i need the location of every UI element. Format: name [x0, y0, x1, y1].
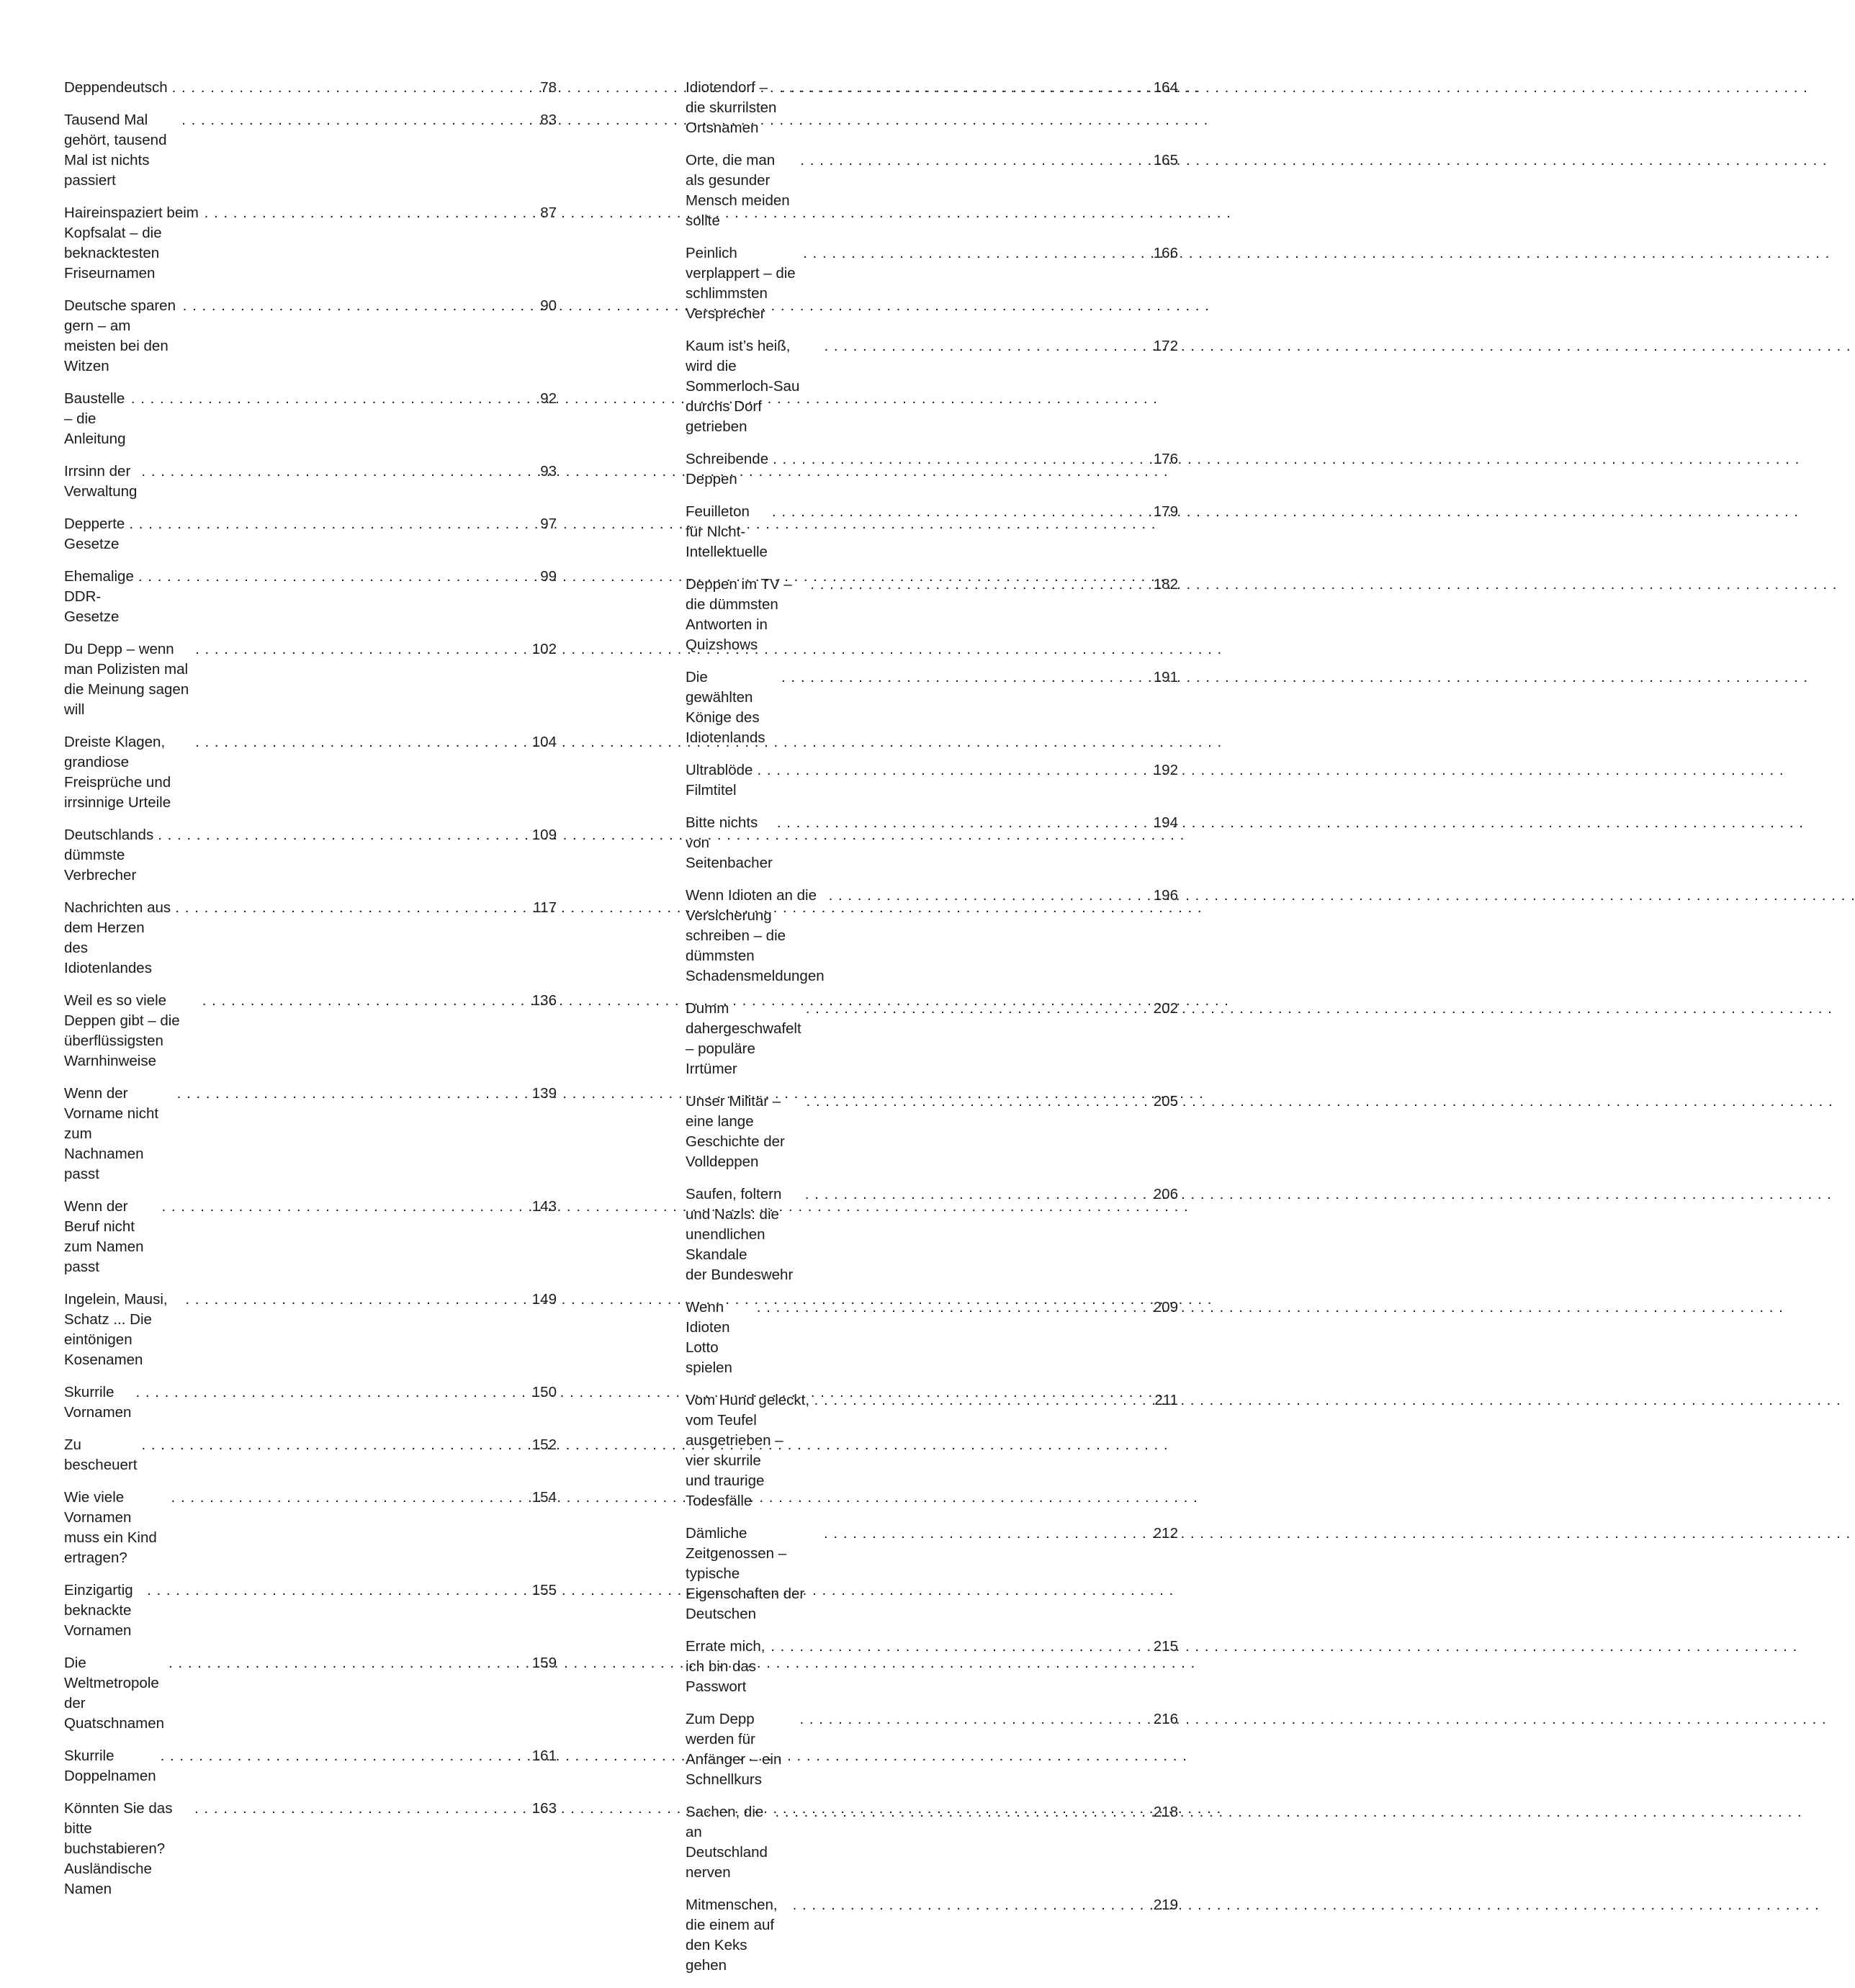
- dot-leader: [135, 1382, 527, 1403]
- toc-entry-page: 211: [1154, 1392, 1178, 1408]
- toc-entry-title: Sachen, die an Deutschland nerven: [686, 1804, 768, 1881]
- toc-entry-title: Idiotendorf – die skurrilsten Ortsnamen: [686, 79, 777, 136]
- toc-entry-page: 192: [1153, 762, 1178, 778]
- toc-entry-page: 166: [1153, 245, 1178, 261]
- toc-entry-page: 136: [531, 992, 557, 1009]
- dot-leader: [757, 1297, 1149, 1318]
- toc-entry-page: 97: [540, 516, 557, 532]
- dot-leader: [195, 639, 528, 660]
- dot-leader: [806, 1092, 1149, 1112]
- toc-entry: [64, 1746, 557, 1786]
- toc-entry: [686, 667, 1178, 748]
- toc-entry: [686, 1637, 1178, 1697]
- toc-entry: [64, 110, 557, 191]
- toc-entry: [686, 813, 1178, 873]
- dot-leader: [773, 449, 1149, 469]
- toc-entry-page: 102: [531, 641, 557, 657]
- toc-entry-title: Zu bescheuert: [64, 1436, 138, 1473]
- toc-entry: [64, 732, 557, 813]
- toc-entry-title: Wenn Idioten Lotto spielen: [686, 1299, 732, 1376]
- toc-entry-page: 117: [533, 899, 557, 916]
- toc-column-left: [64, 78, 557, 1912]
- dot-leader: [195, 732, 528, 752]
- dot-leader: [183, 296, 528, 316]
- dot-leader: [129, 514, 528, 534]
- toc-entry-page: 143: [531, 1198, 557, 1215]
- toc-entry: [686, 1802, 1178, 1883]
- dot-leader: [175, 898, 528, 918]
- dot-leader: [757, 760, 1149, 781]
- toc-entry-page: 182: [1153, 576, 1178, 593]
- toc-entry-page: 152: [531, 1436, 557, 1453]
- toc-entry-page: 155: [531, 1582, 557, 1598]
- toc-entry: [686, 575, 1178, 655]
- dot-leader: [181, 110, 528, 130]
- toc-column-right: [686, 78, 1178, 1988]
- toc-entry-page: 212: [1153, 1525, 1178, 1542]
- toc-entry: [64, 1435, 557, 1475]
- toc-entry-title: Du Depp – wenn man Polizisten mal die Meinung sagen will: [64, 641, 189, 718]
- dot-leader: [158, 825, 528, 845]
- toc-entry-title: Bitte nichts von Seitenbacher: [686, 814, 773, 871]
- toc-entry-title: Dreiste Klagen, grandiose Freisprüche und irrsinnige Urteile: [64, 734, 171, 811]
- toc-entry: [64, 1290, 557, 1370]
- toc-entry: [686, 1092, 1178, 1172]
- toc-entry-page: 99: [540, 568, 557, 585]
- toc-entry-title: Depperte Gesetze: [64, 516, 125, 552]
- dot-leader: [800, 150, 1149, 171]
- toc-entry-page: 209: [1153, 1299, 1178, 1315]
- toc-entry: [686, 1524, 1178, 1624]
- toc-entry-page: 206: [1153, 1186, 1178, 1202]
- dot-leader: [147, 1580, 528, 1601]
- toc-entry-title: Deutsche sparen gern – am meisten bei den Witzen: [64, 297, 176, 374]
- toc-entry-page: 139: [531, 1085, 557, 1102]
- toc-entry-page: 83: [540, 112, 557, 128]
- toc-entry: [686, 1895, 1178, 1976]
- toc-entry-page: 202: [1153, 1000, 1178, 1017]
- toc-entry-page: 90: [540, 297, 557, 314]
- toc-entry-title: Ingelein, Mausi, Schatz ... Die eintönigen Kosenamen: [64, 1291, 168, 1368]
- dot-leader: [138, 567, 528, 587]
- toc-entry-page: 194: [1153, 814, 1178, 831]
- toc-entry-title: Weil es so viele Deppen gibt – die überflüssigsten Warnhinweise: [64, 992, 180, 1069]
- toc-entry-title: Skurrile Doppelnamen: [64, 1748, 156, 1784]
- dot-leader: [177, 1084, 528, 1104]
- toc-entry-title: Irrsinn der Verwaltung: [64, 463, 138, 500]
- toc-entry-page: 172: [1153, 338, 1178, 354]
- toc-entry-title: Die gewählten Könige des Idiotenlands: [686, 669, 765, 746]
- toc-entry-page: 215: [1153, 1638, 1178, 1655]
- dot-leader: [161, 1746, 528, 1766]
- toc-entry-title: Könnten Sie das bitte buchstabieren? Ausländische Namen: [64, 1800, 173, 1897]
- toc-entry-title: Kaum ist’s heiß, wird die Sommerloch-Sau durchs Dorf getrieben: [686, 338, 800, 435]
- toc-entry: [64, 203, 557, 284]
- toc-entry: [686, 760, 1178, 801]
- dot-leader: [775, 1802, 1149, 1822]
- toc-entry-page: 164: [1153, 79, 1178, 96]
- toc-entry: [64, 567, 557, 627]
- toc-entry: [64, 78, 557, 98]
- toc-entry: [686, 243, 1178, 324]
- toc-entry: [64, 514, 557, 554]
- dot-leader: [824, 336, 1149, 356]
- toc-entry: [64, 1580, 557, 1641]
- toc-entry: [64, 825, 557, 886]
- toc-entry: [686, 449, 1178, 490]
- dot-leader: [824, 1524, 1149, 1544]
- dot-leader: [814, 1390, 1149, 1411]
- toc-entry-title: Ultrablöde Filmtitel: [686, 762, 753, 799]
- toc-entry-title: Unser Militär – eine lange Geschichte der Volldeppen: [686, 1093, 785, 1170]
- dot-leader: [131, 389, 528, 409]
- toc-entry-page: 87: [540, 204, 557, 221]
- toc-entry-page: 150: [531, 1384, 557, 1400]
- toc-entry-page: 218: [1153, 1804, 1178, 1820]
- toc-entry: [64, 1382, 557, 1423]
- toc-entry: [64, 1653, 557, 1734]
- dot-leader: [194, 1799, 528, 1819]
- toc-entry-title: Dämliche Zeitgenossen – typische Eigenschaften der Deutschen: [686, 1525, 805, 1622]
- toc-entry: [686, 1390, 1178, 1511]
- toc-entry-title: Vom Hund geleckt, vom Teufel ausgetrieben – vier skurrile und traurige Todesfälle: [686, 1392, 810, 1509]
- toc-entry-title: Einzigartig beknackte Vornamen: [64, 1582, 133, 1639]
- toc-entry-title: Feuilleton für Nicht-Intellektuelle: [686, 503, 768, 560]
- toc-entry-title: Tausend Mal gehört, tausend Mal ist nichts passiert: [64, 112, 167, 189]
- toc-entry-title: Skurrile Vornamen: [64, 1384, 132, 1421]
- toc-entry-page: 219: [1153, 1897, 1178, 1913]
- toc-entry-page: 216: [1153, 1711, 1178, 1727]
- toc-entry-page: 205: [1153, 1093, 1178, 1110]
- toc-entry-page: 179: [1153, 503, 1178, 520]
- toc-entry: [64, 1084, 557, 1184]
- toc-entry-title: Peinlich verplappert – die schlimmsten Versprecher: [686, 245, 796, 322]
- toc-entry: [64, 1799, 557, 1899]
- toc-entry-page: 104: [531, 734, 557, 750]
- dot-leader: [777, 813, 1149, 833]
- dot-leader: [800, 1709, 1149, 1730]
- dot-leader: [202, 991, 528, 1011]
- toc-entry-title: Saufen, foltern und Nazis: die unendlichen Skandale der Bundeswehr: [686, 1186, 794, 1283]
- toc-entry-title: Deutschlands dümmste Verbrecher: [64, 827, 154, 883]
- toc-entry: [686, 886, 1178, 986]
- toc-entry: [64, 1488, 557, 1568]
- toc-entry-page: 196: [1153, 887, 1178, 904]
- dot-leader: [185, 1290, 527, 1310]
- toc-entry-page: 161: [531, 1748, 557, 1764]
- dot-leader: [810, 575, 1149, 595]
- toc-entry: [686, 336, 1178, 437]
- toc-entry-page: 159: [531, 1655, 557, 1671]
- toc-entry-title: Deppen im TV – die dümmsten Antworten in Quizshows: [686, 576, 792, 653]
- toc-entry: [64, 898, 557, 979]
- toc-entry-title: Wenn der Beruf nicht zum Namen passt: [64, 1198, 144, 1275]
- toc-entry: [686, 999, 1178, 1079]
- dot-leader: [793, 1895, 1149, 1915]
- toc-entry-title: Schreibende Deppen: [686, 451, 769, 487]
- toc-entry-page: 78: [540, 79, 557, 96]
- dot-leader: [771, 1637, 1149, 1657]
- toc-entry-page: 149: [531, 1291, 557, 1308]
- dot-leader: [169, 1653, 528, 1673]
- toc-entry-page: 93: [540, 463, 557, 480]
- toc-entry: [64, 1197, 557, 1277]
- dot-leader: [829, 886, 1149, 906]
- toc-entry: [64, 639, 557, 720]
- dot-leader: [781, 78, 1149, 98]
- dot-leader: [205, 203, 528, 223]
- toc-entry-page: 165: [1153, 152, 1178, 168]
- toc-entry-title: Orte, die man als gesunder Mensch meiden sollte: [686, 152, 790, 229]
- toc-entry-title: Wie viele Vornamen muss ein Kind ertragen?: [64, 1489, 157, 1566]
- toc-entry-title: Zum Depp werden für Anfänger – ein Schnellkurs: [686, 1711, 782, 1788]
- dot-leader: [141, 462, 528, 482]
- toc-entry: [686, 150, 1178, 231]
- toc-entry-page: 163: [531, 1800, 557, 1817]
- toc-entry-title: Errate mich, ich bin das Passwort: [686, 1638, 765, 1695]
- toc-entry-page: 154: [531, 1489, 557, 1506]
- toc-entry: [686, 1709, 1178, 1790]
- dot-leader: [806, 999, 1149, 1019]
- dot-leader: [772, 502, 1149, 522]
- toc-entry-page: 109: [531, 827, 557, 843]
- toc-entry-title: Baustelle – die Anleitung: [64, 390, 126, 447]
- toc-entry: [686, 502, 1178, 562]
- toc-entry-title: Deppendeutsch: [64, 79, 168, 96]
- toc-entry-title: Wenn Idioten an die Versicherung schreiben – die dümmsten Schadensmeldungen: [686, 887, 825, 984]
- toc-entry-title: Die Weltmetropole der Quatschnamen: [64, 1655, 165, 1732]
- toc-entry-page: 92: [540, 390, 557, 407]
- dot-leader: [805, 1184, 1149, 1205]
- toc-entry: [686, 1297, 1178, 1378]
- toc-entry-page: 191: [1153, 669, 1178, 685]
- toc-entry-page: 176: [1153, 451, 1178, 467]
- toc-entry: [686, 1184, 1178, 1285]
- dot-leader: [781, 667, 1149, 688]
- toc-entry: [64, 389, 557, 449]
- toc-entry-title: Wenn der Vorname nicht zum Nachnamen passt: [64, 1085, 159, 1182]
- toc-entry-title: Dumm dahergeschwafelt – populäre Irrtümer: [686, 1000, 801, 1077]
- dot-leader: [162, 1197, 528, 1217]
- toc-entry: [64, 462, 557, 502]
- dot-leader: [172, 78, 528, 98]
- toc-entry-title: Ehemalige DDR-Gesetze: [64, 568, 134, 625]
- toc-entry-title: Haireinspaziert beim Kopfsalat – die beknacktesten Friseurnamen: [64, 204, 199, 282]
- dot-leader: [803, 243, 1149, 264]
- dot-leader: [171, 1488, 528, 1508]
- toc-entry: [64, 991, 557, 1071]
- toc-entry: [64, 296, 557, 377]
- dot-leader: [141, 1435, 527, 1455]
- toc-entry-title: Nachrichten aus dem Herzen des Idiotenlandes: [64, 899, 171, 976]
- toc-entry-title: Mitmenschen, die einem auf den Keks gehen: [686, 1897, 778, 1974]
- toc-entry: [686, 78, 1178, 138]
